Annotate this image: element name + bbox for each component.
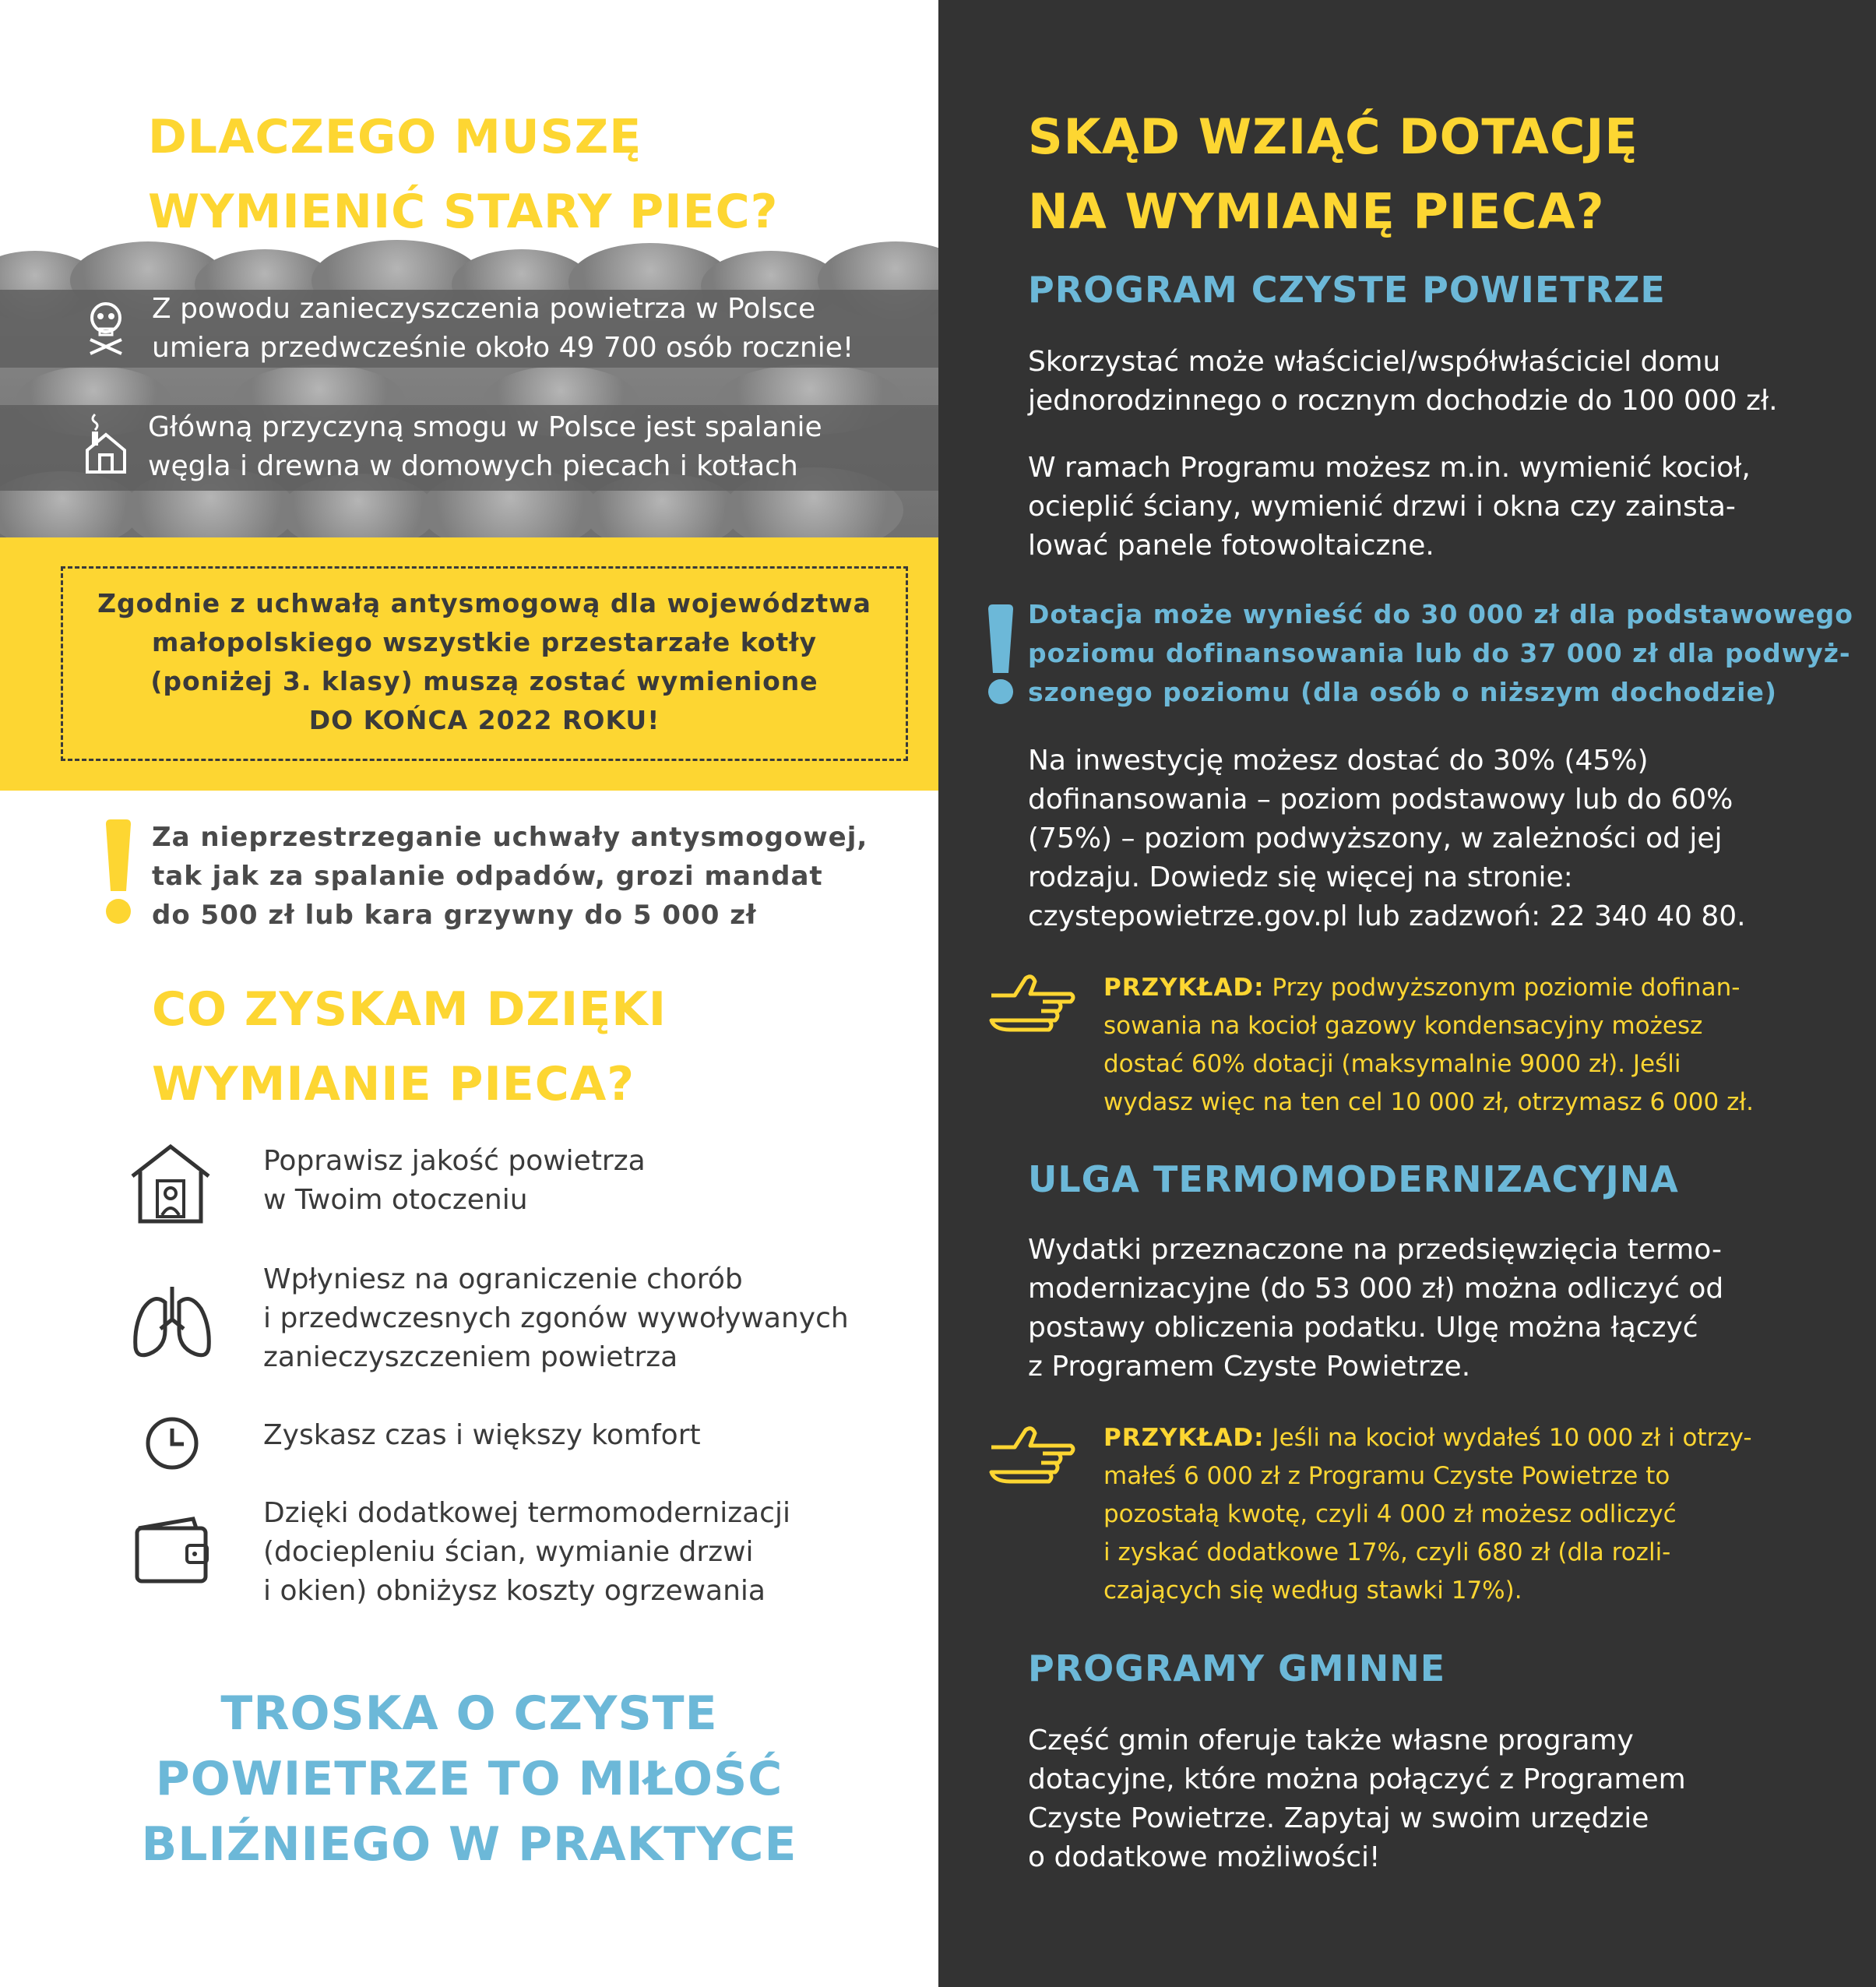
exclamation-icon [103,819,134,925]
text-line: rodzaju. Dowiedz się więcej na stronie: [1028,861,1573,893]
text-line: Część gmin oferuje także własne programy [1028,1725,1634,1756]
benefit-text-1 [263,1142,646,1220]
benefit-line: i przedwczesnych zgonów wywoływanych [263,1302,849,1334]
benefit-line: w Twoim otoczeniu [263,1184,528,1216]
program-paragraph-2 [1028,449,1751,565]
grant-note [1028,595,1853,712]
wallet-icon [134,1516,210,1584]
text-line: dofinansowania – poziom podstawowy lub do 60% [1028,784,1733,816]
slogan [0,1681,938,1877]
fact-line: umiera przedwcześnie około 49 700 osób rocznie! [152,332,854,364]
heading-line: DLACZEGO MUSZĘ [148,110,642,164]
example-line: pozostałą kwotę, czyli 4 000 zł możesz odliczyć [1103,1500,1677,1528]
benefit-line: zanieczyszczeniem powietrza [263,1341,678,1373]
text-line: o dodatkowe możliwości! [1028,1841,1381,1873]
fact-banner-2 [0,405,938,491]
text-line: dotacyjne, które można połączyć z Programem [1028,1763,1686,1795]
example-line: sowania na kocioł gazowy kondensacyjny możesz [1103,1012,1703,1040]
text-line: z Programem Czyste Powietrze. [1028,1351,1471,1383]
smoking-house-icon [84,411,128,475]
right-heading [1028,100,1638,249]
program-title: PROGRAM CZYSTE POWIETRZE [1028,269,1666,311]
heading-line: WYMIENIĆ STARY PIEC? [148,185,779,239]
fact-banner-1 [0,290,938,368]
pointing-hand-icon [987,1425,1077,1496]
pointing-hand-icon [987,974,1077,1044]
text-line: czystepowietrze.gov.pl lub zadzwoń: 22 340 40 80. [1028,900,1746,932]
benefit-line: Zyskasz czas i większy komfort [263,1419,701,1451]
benefit-line: i okien) obniżysz koszty ogrzewania [263,1575,766,1607]
heading-line: SKĄD WZIĄĆ DOTACJĘ [1028,108,1638,165]
text-line: Skorzystać może właściciel/współwłaściciel domu [1028,346,1721,378]
exclamation-icon [985,604,1016,706]
text-line: Wydatki przeznaczone na przedsięwzięcia termo- [1028,1234,1722,1266]
example-line: i zyskać dodatkowe 17%, czyli 680 zł (dla rozli- [1103,1538,1671,1566]
resolution-line: DO KOŃCA 2022 ROKU! [308,705,660,735]
resolution-line: (poniżej 3. klasy) muszą zostać wymienione [150,666,818,696]
example-1 [1103,969,1754,1122]
heading-line: NA WYMIANĘ PIECA? [1028,183,1605,240]
left-heading-2 [152,972,667,1122]
benefit-line: Wpłyniesz na ograniczenie chorób [263,1263,743,1295]
example-2 [1103,1419,1752,1610]
text-line: Na inwestycję możesz dostać do 30% (45%) [1028,745,1649,777]
warning-line: Za nieprzestrzeganie uchwały antysmogowej, [152,822,868,853]
fact-text-1 [152,290,854,368]
house-person-icon [129,1143,212,1224]
skull-icon [86,301,126,357]
resolution-line: Zgodnie z uchwałą antysmogową dla województwa [97,588,871,618]
example-line: dostać 60% dotacji (maksymalnie 9000 zł). Jeśli [1103,1050,1681,1078]
fact-line: Główną przyczyną smogu w Polsce jest spalanie [148,411,822,443]
right-column [938,0,1876,1987]
fact-text-2 [148,408,822,486]
ulga-title: ULGA TERMOMODERNIZACYJNA [1028,1158,1679,1200]
text-line: postawy obliczenia podatku. Ulgę można łączyć [1028,1312,1698,1344]
text-line: ocieplić ściany, wymienić drzwi i okna czy zainsta- [1028,491,1736,523]
text-line: lować panele fotowoltaiczne. [1028,530,1434,562]
slogan-line: TROSKA O CZYSTE [220,1686,718,1741]
slogan-line: POWIETRZE TO MIŁOŚĆ [155,1752,783,1806]
benefit-text-3 [263,1416,701,1455]
example-line: Przy podwyższonym poziomie dofinan- [1264,974,1740,1002]
text-line: modernizacyjne (do 53 000 zł) można odliczyć od [1028,1273,1724,1305]
lungs-icon [131,1285,213,1360]
example-label: PRZYKŁAD: [1103,974,1265,1002]
left-heading-1 [148,100,778,249]
example-line: wydasz więc na ten cel 10 000 zł, otrzymasz 6 000 zł. [1103,1088,1755,1116]
heading-line: WYMIANIE PIECA? [152,1057,635,1112]
example-line: małeś 6 000 zł z Programu Czyste Powietrze to [1103,1462,1670,1490]
warning-line: do 500 zł lub kara grzywny do 5 000 zł [152,900,757,931]
ulga-paragraph [1028,1231,1723,1386]
fact-line: Z powodu zanieczyszczenia powietrza w Polsce [152,293,816,325]
gminne-title: PROGRAMY GMINNE [1028,1647,1446,1689]
benefit-line: (dociepleniu ścian, wymianie drzwi [263,1536,754,1568]
benefit-text-2 [263,1260,849,1377]
gminne-paragraph [1028,1721,1686,1877]
resolution-box [61,566,908,761]
resolution-text [63,584,906,740]
warning-text [152,818,868,935]
text-line: (75%) – poziom podwyższony, w zależności od jej [1028,823,1723,854]
heading-line: CO ZYSKAM DZIĘKI [152,982,667,1037]
benefit-line: Poprawisz jakość powietrza [263,1145,646,1177]
note-line: szonego poziomu (dla osób o niższym dochodzie) [1028,677,1777,707]
fact-line: węgla i drewna w domowych piecach i kotłach [148,450,798,482]
text-line: Czyste Powietrze. Zapytaj w swoim urzędzie [1028,1802,1649,1834]
text-line: jednorodzinnego o rocznym dochodzie do 100 000 zł. [1028,385,1778,417]
slogan-line: BLIŹNIEGO W PRAKTYCE [141,1817,797,1872]
clock-icon [145,1416,199,1471]
example-line: czających się według stawki 17%). [1103,1577,1522,1605]
example-line: Jeśli na kocioł wydałeś 10 000 zł i otrzy- [1264,1424,1752,1452]
warning-line: tak jak za spalanie odpadów, grozi mandat [152,861,823,892]
program-paragraph-3 [1028,742,1746,936]
example-label: PRZYKŁAD: [1103,1424,1265,1452]
benefit-text-4 [263,1494,790,1611]
text-line: W ramach Programu możesz m.in. wymienić kocioł, [1028,452,1751,484]
benefit-line: Dzięki dodatkowej termomodernizacji [263,1497,790,1529]
program-paragraph-1 [1028,343,1778,421]
note-line: poziomu dofinansowania lub do 37 000 zł dla podwyż- [1028,638,1851,668]
note-line: Dotacja może wynieść do 30 000 zł dla podstawowego [1028,599,1853,629]
resolution-line: małopolskiego wszystkie przestarzałe kotły [152,627,817,657]
